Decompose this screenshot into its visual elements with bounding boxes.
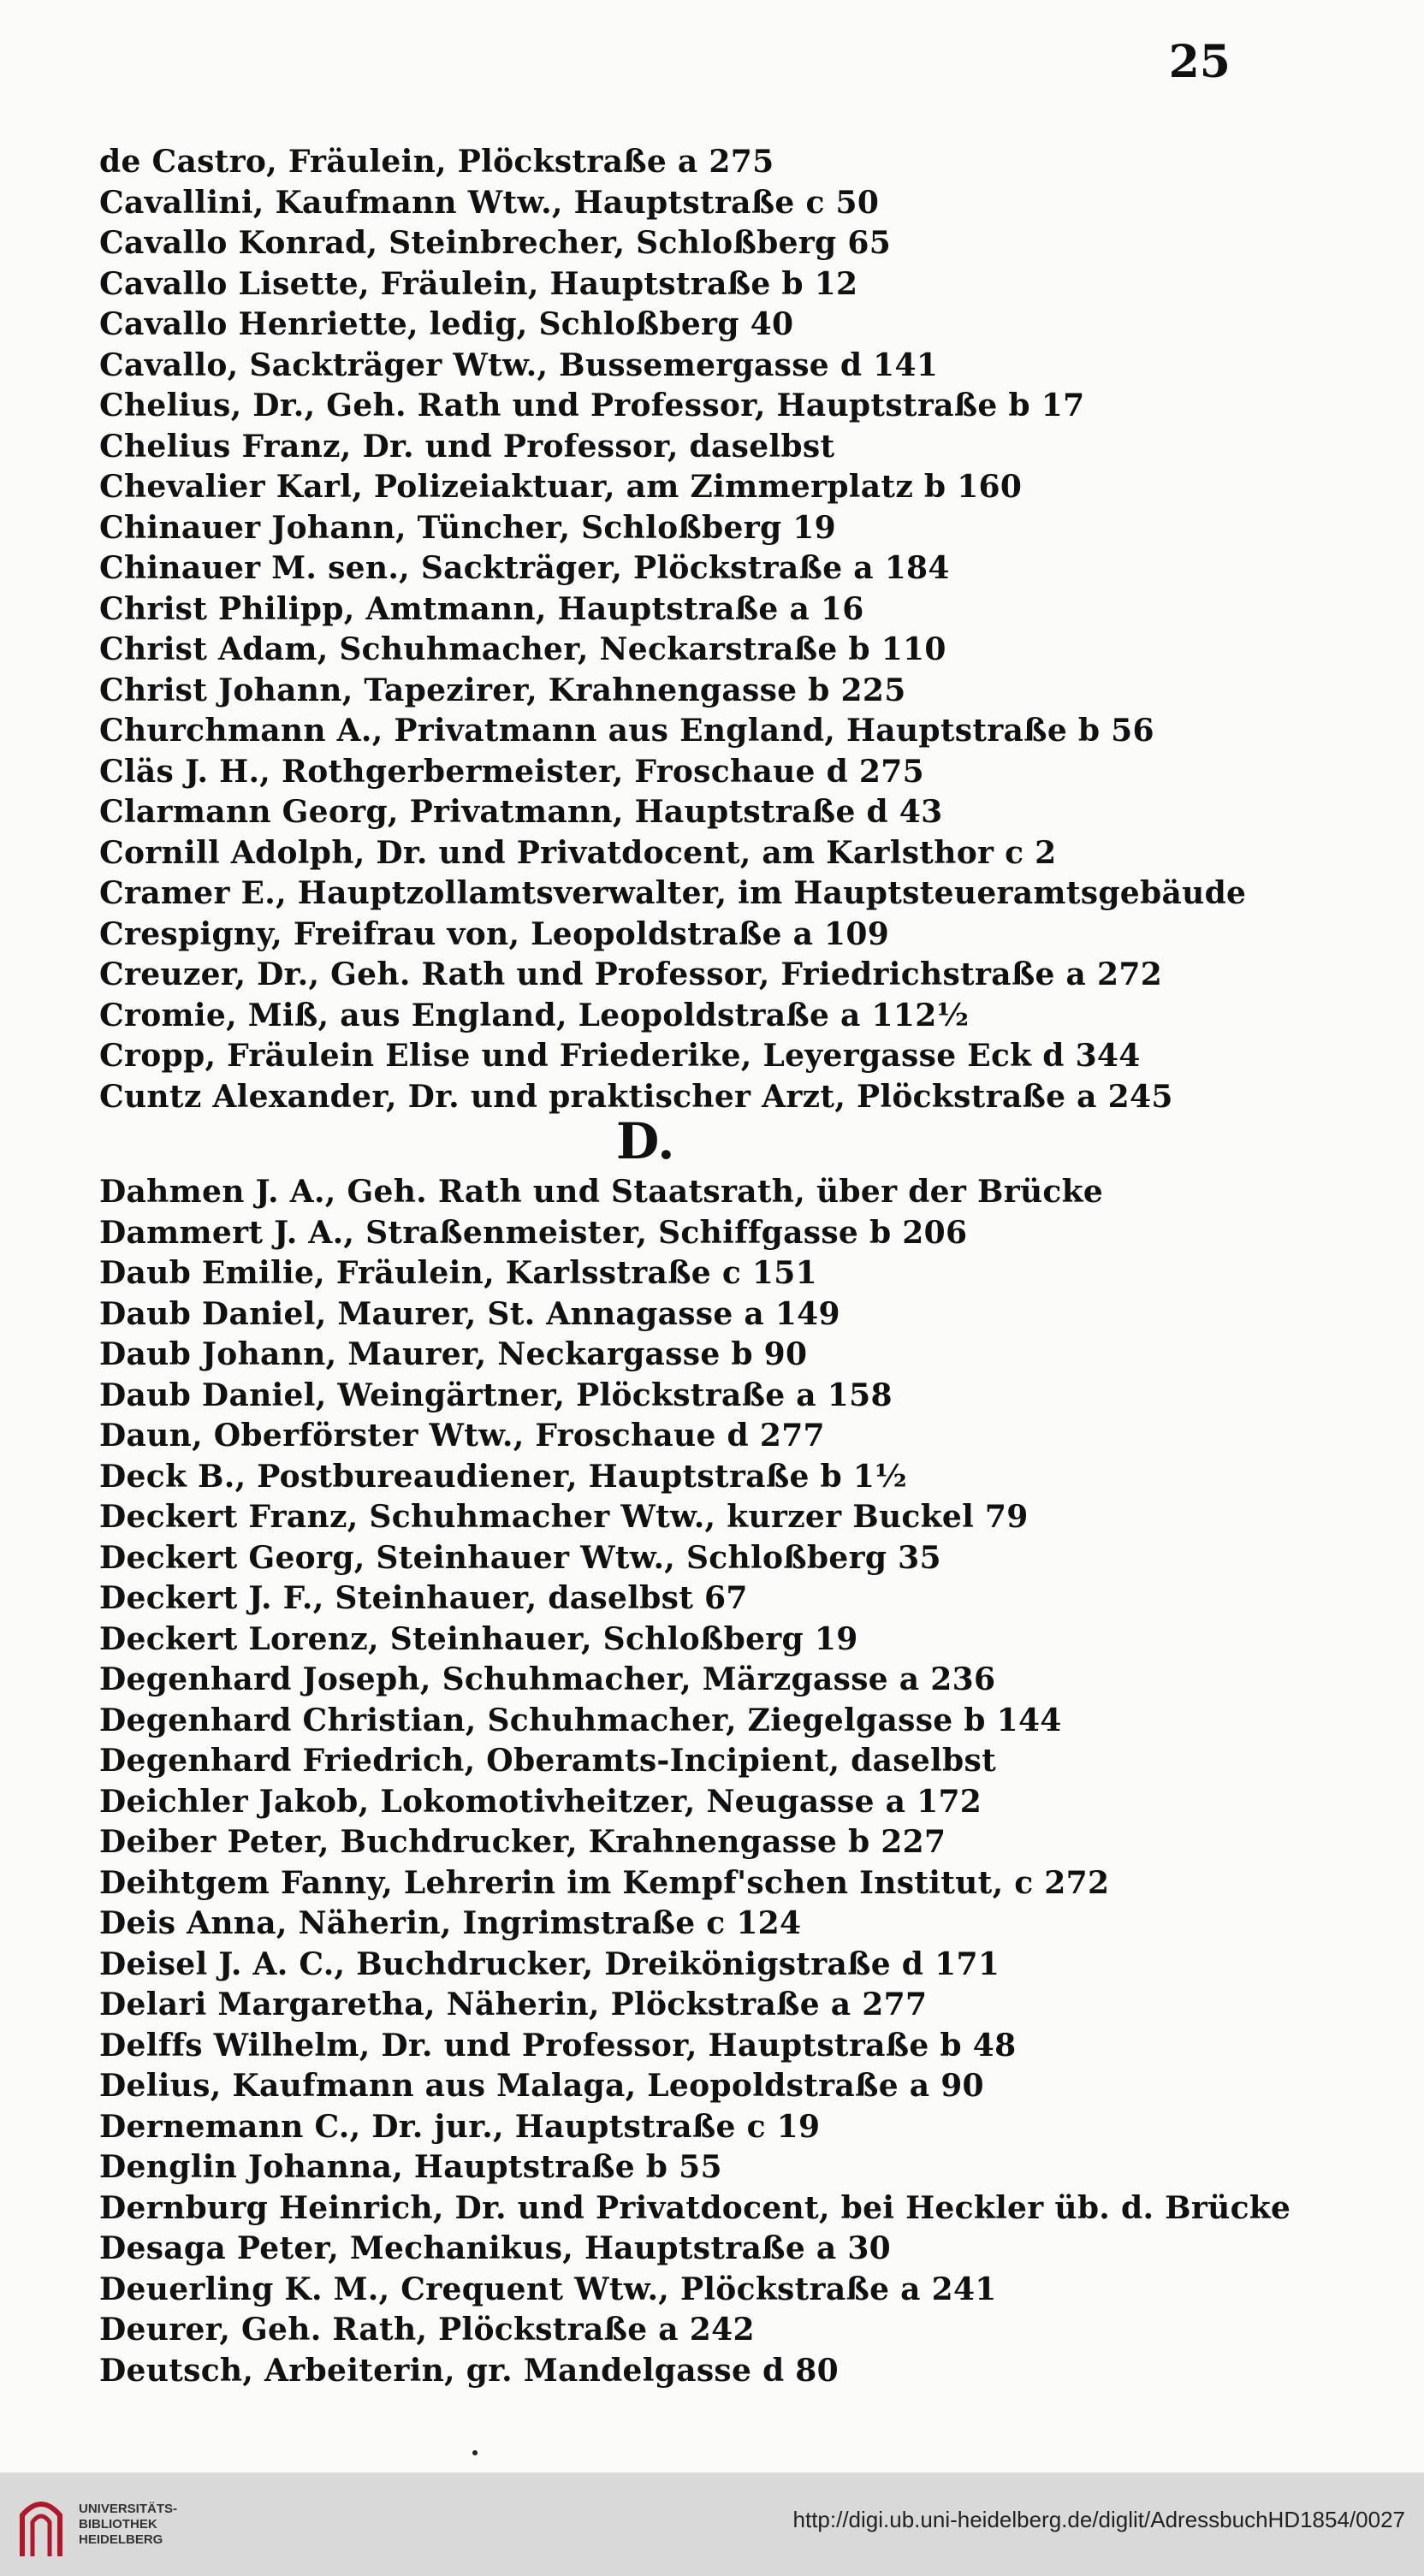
directory-entry: Cornill Adolph, Dr. und Privatdocent, am Karlsthor c 2 — [99, 834, 1057, 871]
directory-entry: Deckert Franz, Schuhmacher Wtw., kurzer Buckel 79 — [99, 1499, 1029, 1535]
directory-entry: Daub Daniel, Weingärtner, Plöckstraße a 158 — [99, 1377, 893, 1413]
directory-entry: Cavallo Henriette, ledig, Schloßberg 40 — [99, 306, 794, 342]
directory-entry: Dernburg Heinrich, Dr. und Privatdocent, bei Heckler üb. d. Brücke — [99, 2189, 1291, 2226]
directory-entry: Deichler Jakob, Lokomotivheitzer, Neugasse a 172 — [99, 1783, 982, 1820]
directory-entry: Cläs J. H., Rothgerbermeister, Froschaue d 275 — [99, 753, 924, 790]
directory-entry: Cavallo Lisette, Fräulein, Hauptstraße b 12 — [99, 265, 858, 302]
directory-entry: Crespigny, Freifrau von, Leopoldstraße a 109 — [99, 915, 890, 952]
directory-entry: Deck B., Postbureaudiener, Hauptstraße b 1½ — [99, 1458, 908, 1495]
directory-entry: Denglin Johanna, Hauptstraße b 55 — [99, 2149, 722, 2185]
directory-entry: Christ Philipp, Amtmann, Hauptstraße a 16 — [99, 590, 864, 627]
directory-entry: Chelius Franz, Dr. und Professor, daselbst — [99, 428, 835, 465]
directory-entry: Cavallo Konrad, Steinbrecher, Schloßberg 65 — [99, 225, 892, 261]
directory-entry: Deckert J. F., Steinhauer, daselbst 67 — [99, 1580, 748, 1616]
directory-entry: Deiber Peter, Buchdrucker, Krahnengasse b 227 — [99, 1824, 946, 1860]
directory-entry: Deckert Lorenz, Steinhauer, Schloßberg 19 — [99, 1620, 858, 1657]
directory-entry: Deckert Georg, Steinhauer Wtw., Schloßberg 35 — [99, 1539, 941, 1576]
directory-entry: Clarmann Georg, Privatmann, Hauptstraße d 43 — [99, 794, 943, 830]
directory-entry: Degenhard Joseph, Schuhmacher, Märzgasse a 236 — [99, 1661, 996, 1697]
directory-entry: Delius, Kaufmann aus Malaga, Leopoldstraße a 90 — [99, 2068, 984, 2104]
directory-entry: Daun, Oberförster Wtw., Froschaue d 277 — [99, 1418, 825, 1454]
page-number: 25 — [1168, 36, 1231, 88]
directory-entry: de Castro, Fräulein, Plöckstraße a 275 — [99, 144, 774, 180]
footer-bar — [0, 2472, 1424, 2576]
directory-entry: Dahmen J. A., Geh. Rath und Staatsrath, über der Brücke — [99, 1174, 1104, 1210]
directory-entry: Deis Anna, Näherin, Ingrimstraße c 124 — [99, 1905, 802, 1941]
directory-entry: Cromie, Miß, aus England, Leopoldstraße a 112½ — [99, 997, 970, 1033]
directory-entry: Cuntz Alexander, Dr. und praktischer Arzt, Plöckstraße a 245 — [99, 1078, 1173, 1115]
ink-dot — [472, 2450, 478, 2455]
directory-entry: Cramer E., Hauptzollamtsverwalter, im Hauptsteueramtsgebäude — [99, 875, 1247, 911]
source-url-link[interactable]: http://digi.ub.uni-heidelberg.de/diglit/AdressbuchHD1854/0027 — [792, 2507, 1405, 2532]
directory-entry: Chinauer Johann, Tüncher, Schloßberg 19 — [99, 509, 836, 546]
directory-entry: Cropp, Fräulein Elise und Friederike, Leyergasse Eck d 344 — [99, 1038, 1141, 1074]
directory-entry: Deisel J. A. C., Buchdrucker, Dreikönigstraße d 171 — [99, 1945, 1000, 1982]
library-name — [79, 2502, 177, 2548]
library-name-line: HEIDELBERG — [79, 2532, 163, 2547]
directory-entry: Desaga Peter, Mechanikus, Hauptstraße a 30 — [99, 2230, 892, 2266]
directory-entry: Cavallini, Kaufmann Wtw., Hauptstraße c 50 — [99, 184, 880, 221]
directory-entry: Creuzer, Dr., Geh. Rath und Professor, Friedrichstraße a 272 — [99, 956, 1163, 992]
directory-entry: Deutsch, Arbeiterin, gr. Mandelgasse d 80 — [99, 2352, 839, 2389]
directory-entry: Degenhard Christian, Schuhmacher, Ziegelgasse b 144 — [99, 1702, 1062, 1738]
directory-entry: Delffs Wilhelm, Dr. und Professor, Hauptstraße b 48 — [99, 2027, 1017, 2064]
directory-entry: Daub Emilie, Fräulein, Karlsstraße c 151 — [99, 1255, 817, 1291]
directory-entry: Delari Margaretha, Näherin, Plöckstraße a 277 — [99, 1987, 928, 2022]
directory-entry: Daub Johann, Maurer, Neckargasse b 90 — [99, 1336, 808, 1372]
directory-entry: Degenhard Friedrich, Oberamts-Incipient, daselbst — [99, 1743, 996, 1779]
university-library-logo-icon — [15, 2490, 67, 2560]
directory-entry: Deihtgem Fanny, Lehrerin im Kempf'schen Institut, c 272 — [99, 1864, 1110, 1901]
entries-list-d — [99, 1172, 1291, 2391]
directory-entry: Christ Adam, Schuhmacher, Neckarstraße b 110 — [99, 631, 946, 667]
directory-entry: Dernemann C., Dr. jur., Hauptstraße c 19 — [99, 2108, 821, 2145]
directory-entry: Deurer, Geh. Rath, Plöckstraße a 242 — [99, 2312, 755, 2348]
library-name-line: UNIVERSITÄTS- — [79, 2502, 178, 2516]
directory-entry: Cavallo, Sackträger Wtw., Bussemergasse d 141 — [99, 346, 939, 383]
library-name-line: BIBLIOTHEK — [79, 2517, 157, 2532]
directory-entry: Daub Daniel, Maurer, St. Annagasse a 149 — [99, 1295, 840, 1332]
directory-entry: Dammert J. A., Straßenmeister, Schiffgasse b 206 — [99, 1214, 968, 1251]
directory-entry: Deuerling K. M., Crequent Wtw., Plöckstraße a 241 — [99, 2271, 997, 2307]
directory-entry: Chevalier Karl, Polizeiaktuar, am Zimmerplatz b 160 — [99, 469, 1023, 505]
directory-entry: Chinauer M. sen., Sackträger, Plöckstraße a 184 — [99, 550, 950, 586]
directory-entry: Churchmann A., Privatmann aus England, Hauptstraße b 56 — [99, 713, 1154, 749]
section-header-d: D. — [616, 1112, 675, 1170]
directory-entry: Christ Johann, Tapezirer, Krahnengasse b 225 — [99, 672, 906, 708]
entries-list-c — [99, 142, 1247, 1117]
directory-entry: Chelius, Dr., Geh. Rath und Professor, Hauptstraße b 17 — [99, 388, 1085, 423]
